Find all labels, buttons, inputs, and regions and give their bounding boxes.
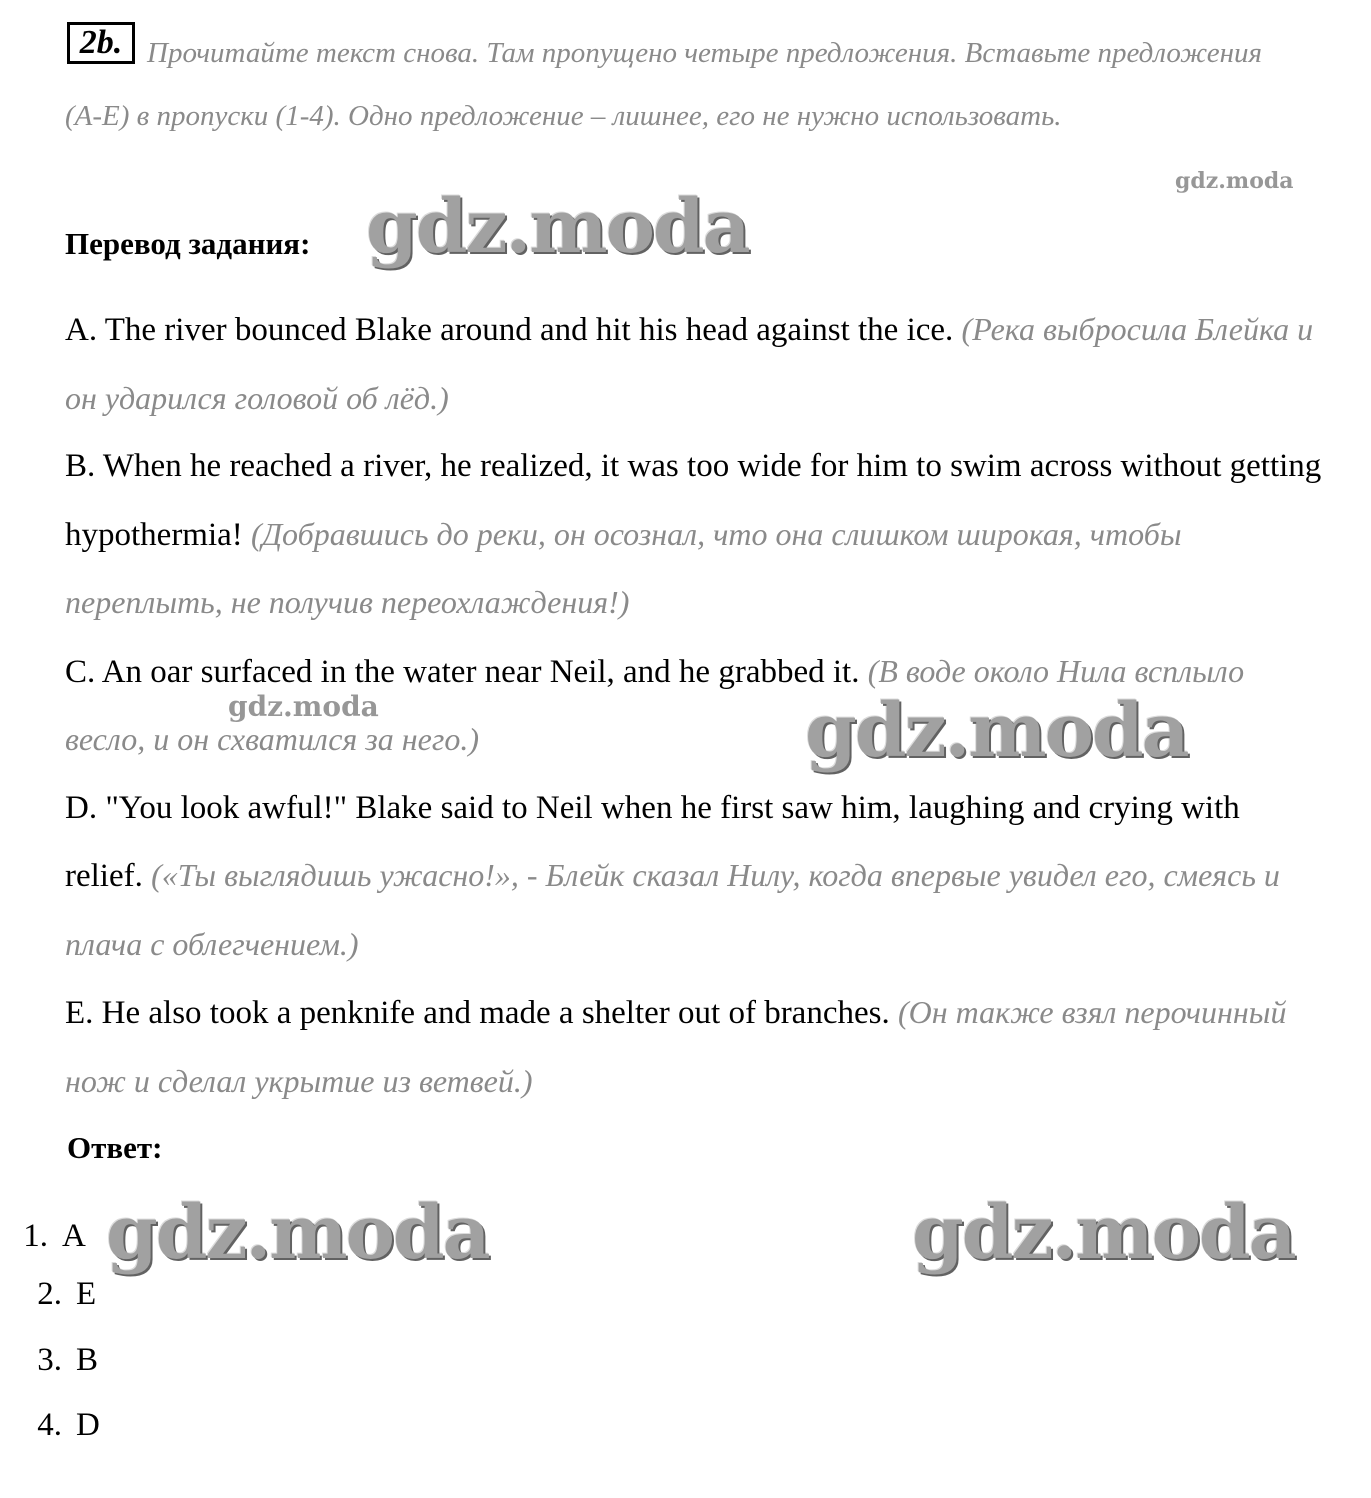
sentence-e [65,979,1325,1116]
answer-number: 4. [37,1407,62,1443]
watermark-logo: gdz.moda [106,1190,489,1276]
answer-letter: A [62,1218,86,1254]
sentence-d-russian: («Ты выглядишь ужасно!», - Блейк сказал Нилу, когда впервые увидел его, смеясь и плача с облегчением.) [65,857,1280,962]
watermark-logo: gdz.moda [805,688,1188,774]
task-number-badge: 2b. [67,22,135,64]
sentence-b-english: B. When he reached a river, he realized, it was too wide for him to swim across without getting hypothermia! [65,448,1322,553]
answer-number: 3. [37,1342,62,1378]
sentence-a-english: A. The river bounced Blake around and hit his head against the ice. [65,312,954,348]
watermark-logo: gdz.moda [912,1190,1295,1276]
answer-item-2 [14,1274,96,1314]
answer-item-3 [14,1340,98,1380]
sentence-a-russian: (Река выбросила Блейка и он ударился головой об лёд.) [65,311,1314,416]
answer-number: 1. [23,1218,48,1254]
answer-item-4 [14,1405,100,1445]
watermark-logo-small: gdz.moda [1175,168,1294,194]
translation-heading: Перевод задания: [65,226,311,261]
answer-number: 2. [37,1276,62,1312]
answer-heading: Ответ: [67,1130,163,1165]
sentence-c-russian: (В воде около Нила всплыло весло, и он схватился за него.) [65,652,1245,757]
watermark-logo: gdz.moda [366,184,749,270]
answer-letter: D [76,1407,100,1443]
watermark-logo-small: gdz.moda [228,690,379,723]
answer-letter: B [76,1342,99,1378]
sentence-b-russian: (Добравшись до реки, он осознал, что она слишком широкая, чтобы переплыть, не получив переохлаждения!) [65,515,1182,620]
task-instruction: Прочитайте текст снова. Там пропущено четыре предложения. Вставьте предложения (A-E) в пропуски (1-4). Одно предложение – лишнее, его не нужно использовать. [65,37,1262,132]
sentence-e-english: E. He also took a penknife and made a shelter out of branches. [65,995,890,1031]
sentence-d [65,775,1325,980]
sentence-d-english: D. "You look awful!" Blake said to Neil when he first saw him, laughing and crying with relief. [65,789,1240,894]
answer-item-1 [0,1216,86,1256]
sentence-a [65,296,1325,433]
answer-letter: E [76,1276,97,1312]
sentence-e-russian: (Он также взял перочинный нож и сделал укрытие из ветвей.) [65,994,1287,1099]
sentence-c-english: C. An oar surfaced in the water near Neil, and he grabbed it. [65,653,860,690]
sentence-b [65,433,1325,638]
